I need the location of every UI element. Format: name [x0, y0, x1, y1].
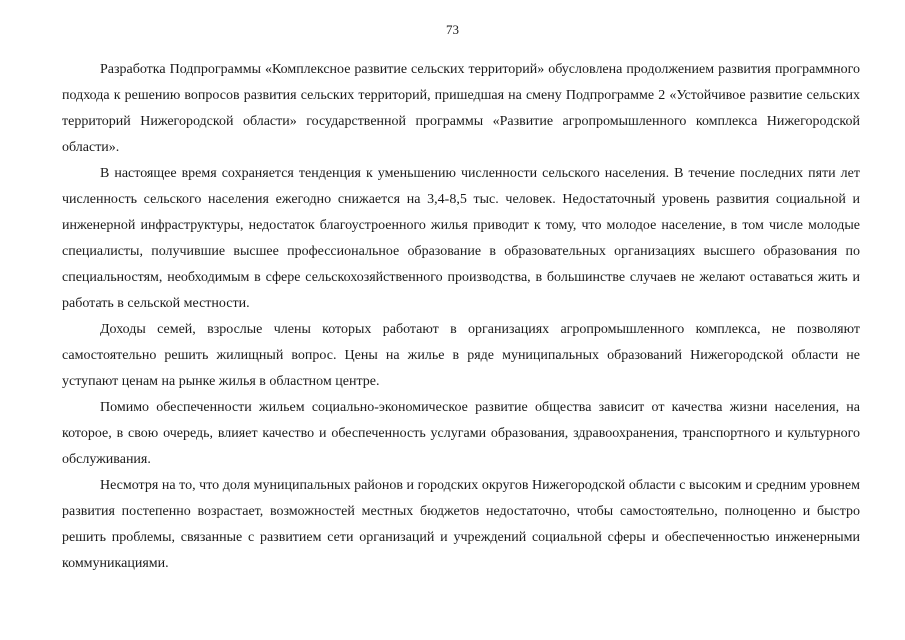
paragraph-program-development: Разработка Подпрограммы «Комплексное развитие сельских территорий» обусловлена продолжением развития программного подхода к решению вопросов развития сельских территорий, пришедшая на смену Подпрограмме 2 «Устойчивое развитие сельских территорий Нижегородской области» государственной программы «Развитие агропромышленного комплекса Нижегородской области». [62, 62, 860, 155]
paragraph-population-decline: В настоящее время сохраняется тенденция к уменьшению численности сельского населения. В течение последних пяти лет численность сельского населения ежегодно снижается на 3,4-8,5 тыс. человек. Недостаточный уровень развития социальной и инженерной инфраструктуры, недостаток благоустроенного жилья приводит к тому, что молодое население, в том числе молодые специалисты, получившие высшее профессиональное образование в образовательных организациях высшего образования по специальностям, необходимым в сфере сельскохозяйственного производства, в большинстве случаев не желают оставаться жить и работать в сельской местности. [62, 166, 860, 311]
page-number: 73 [446, 22, 459, 37]
paragraph-family-income: Доходы семей, взрослые члены которых работают в организациях агропромышленного комплекса, не позволяют самостоятельно решить жилищный вопрос. Цены на жилье в ряде муниципальных образований Нижегородской области не уступают ценам на рынке жилья в областном центре. [62, 322, 860, 389]
paragraph-municipal-budgets: Несмотря на то, что доля муниципальных районов и городских округов Нижегородской области с высоким и средним уровнем развития постепенно возрастает, возможностей местных бюджетов недостаточно, чтобы самостоятельно, полноценно и быстро решить проблемы, связанные с развитием сети организаций и учреждений социальной сферы и обеспеченностью инженерными коммуникациями. [62, 478, 860, 571]
paragraph-quality-of-life: Помимо обеспеченности жильем социально-экономическое развитие общества зависит от качества жизни населения, на которое, в свою очередь, влияет качество и обеспеченность услугами образования, здравоохранения, транспортного и культурного обслуживания. [62, 400, 860, 467]
document-body [62, 57, 860, 577]
